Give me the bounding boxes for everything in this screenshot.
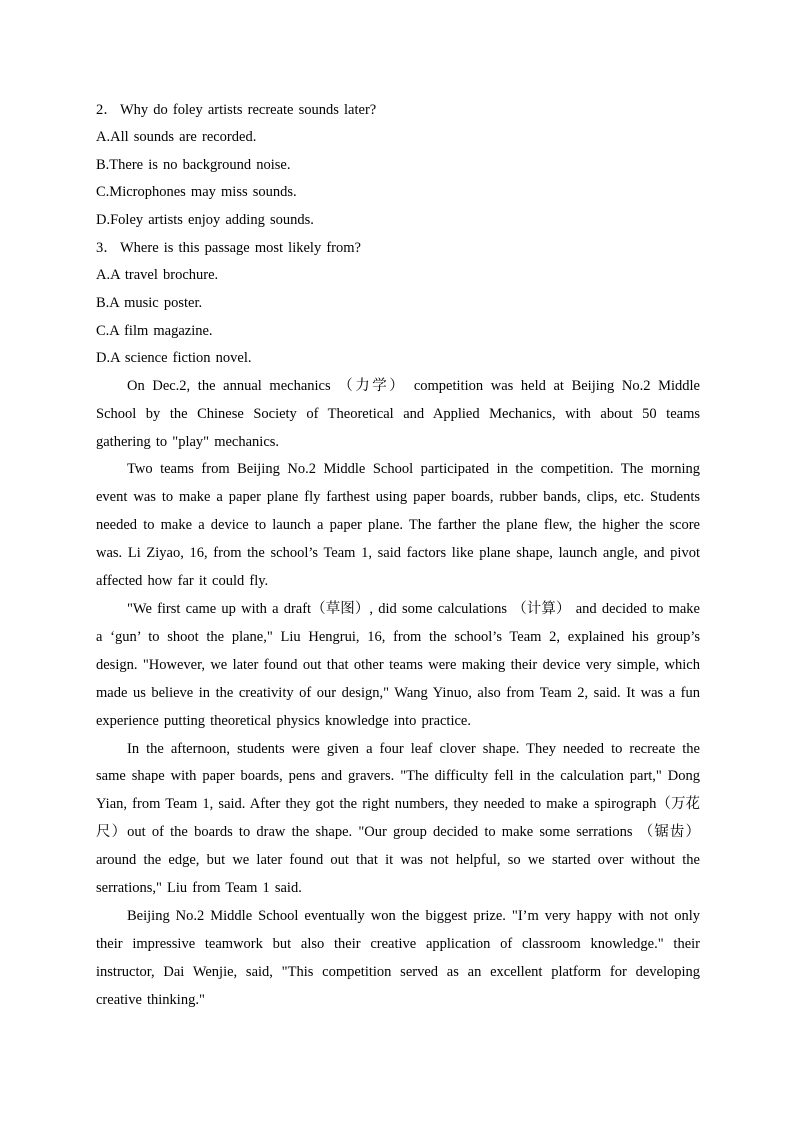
passage-paragraph: On Dec.2, the annual mechanics （力学） competition was held at Beijing No.2 Middle School by the Chinese Society of Theoretical and Applied Mechanics, with about 50 teams gathering to "play" mechanics. — [96, 377, 700, 450]
option-c: C.A film magazine. — [96, 322, 213, 339]
option-b: B.There is no background noise. — [96, 156, 291, 173]
option-a: A.A travel brochure. — [96, 267, 219, 284]
passage-paragraph: "We first came up with a draft（草图）, did some calculations （计算） and decided to make a ‘gun’ to shoot the plane," Liu Hengrui, 16, from the school’s Team 2, explained his group’s design. "However, we later found out that other teams were making their device very simple, which made us believe in the creativity of our design," Wang Yinuo, also from Team 2, said. It was a fun experience putting theoretical physics knowledge into practice. — [96, 601, 700, 729]
option-a: A.All sounds are recorded. — [96, 129, 257, 145]
question-2 — [96, 96, 700, 124]
question-text: Where is this passage most likely from? — [120, 240, 361, 257]
document-page — [96, 96, 700, 1015]
reading-passage — [96, 373, 700, 1015]
question-number: 2． — [96, 102, 118, 118]
question-3 — [96, 234, 700, 262]
passage-paragraph: Beijing No.2 Middle School eventually won the biggest prize. "I’m very happy with not only their impressive teamwork but also their creative application of classroom knowledge." their instructor, Dai Wenjie, said, "This competition served as an excellent platform for developing creative thinking." — [96, 907, 700, 1008]
option-c: C.Microphones may miss sounds. — [96, 184, 297, 201]
question-block-2 — [96, 96, 700, 234]
question-block-3 — [96, 234, 700, 372]
question-text: Why do foley artists recreate sounds later? — [120, 102, 377, 118]
question-number: 3． — [96, 240, 118, 257]
passage-paragraph: Two teams from Beijing No.2 Middle School participated in the competition. The morning event was to make a paper plane fly farthest using paper boards, rubber bands, clips, etc. Students needed to make a device to launch a paper plane. The farther the plane flew, the higher the score was. Li Ziyao, 16, from the school’s Team 1, said factors like plane shape, launch angle, and pivot affected how far it could fly. — [96, 461, 700, 590]
option-d: D.A science fiction novel. — [96, 350, 252, 367]
option-b: B.A music poster. — [96, 294, 203, 311]
option-d: D.Foley artists enjoy adding sounds. — [96, 211, 314, 228]
passage-paragraph: In the afternoon, students were given a four leaf clover shape. They needed to recreate the same shape with paper boards, pens and gravers. "The difficulty fell in the calculation part," Dong Yian, from Team 1, said. After they got the right numbers, they needed to make a spirograph（万花尺）out of the boards to draw the shape. "Our group decided to make some serrations （锯齿） around the edge, but we later found out that it was not helpful, so we started over without the serrations," Liu from Team 1 said. — [96, 740, 700, 897]
